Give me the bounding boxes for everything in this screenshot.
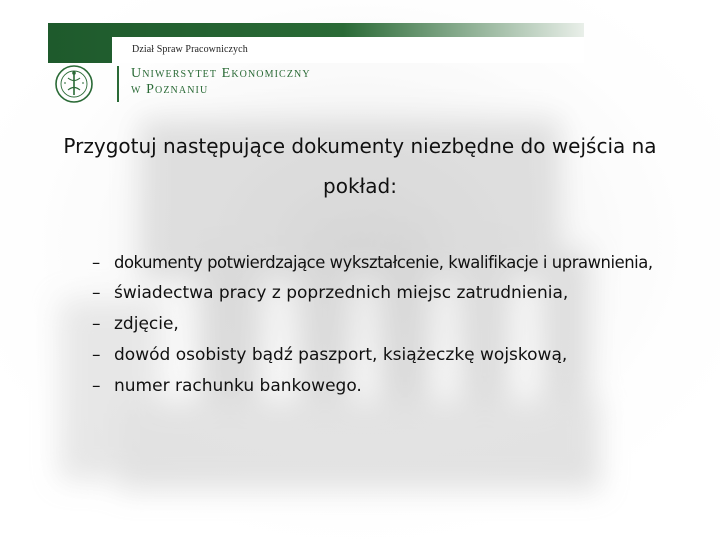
logo-divider: [117, 66, 119, 102]
bullet-dash: –: [92, 314, 101, 334]
bullet-dash: –: [92, 253, 100, 272]
university-city: w Poznaniu: [131, 82, 209, 97]
department-label: Dział Spraw Pracowniczych: [132, 44, 248, 55]
slide-title: Przygotuj następujące dokumenty niezbędne do wejścia na pokład:: [63, 134, 657, 198]
list-item: [92, 312, 662, 337]
list-item-text: dokumenty potwierdzające wykształcenie, kwalifikacje i uprawnienia,: [114, 253, 653, 272]
list-item: [92, 250, 662, 275]
bullet-dash: –: [92, 283, 101, 303]
list-item-text: świadectwa pracy z poprzednich miejsc zatrudnienia,: [114, 283, 569, 303]
list-item: [92, 343, 662, 368]
bullet-dash: –: [92, 376, 101, 396]
document-list: [92, 250, 662, 405]
list-item-text: dowód osobisty bądź paszport, książeczkę wojskową,: [114, 345, 568, 365]
university-seal-icon: [54, 64, 94, 104]
list-item: [92, 374, 662, 399]
university-name: Uniwersytet Ekonomiczny: [131, 66, 311, 81]
list-item-text: numer rachunku bankowego.: [114, 376, 362, 396]
list-item-text: zdjęcie,: [114, 314, 179, 334]
list-item: [92, 281, 662, 306]
bullet-dash: –: [92, 345, 101, 365]
